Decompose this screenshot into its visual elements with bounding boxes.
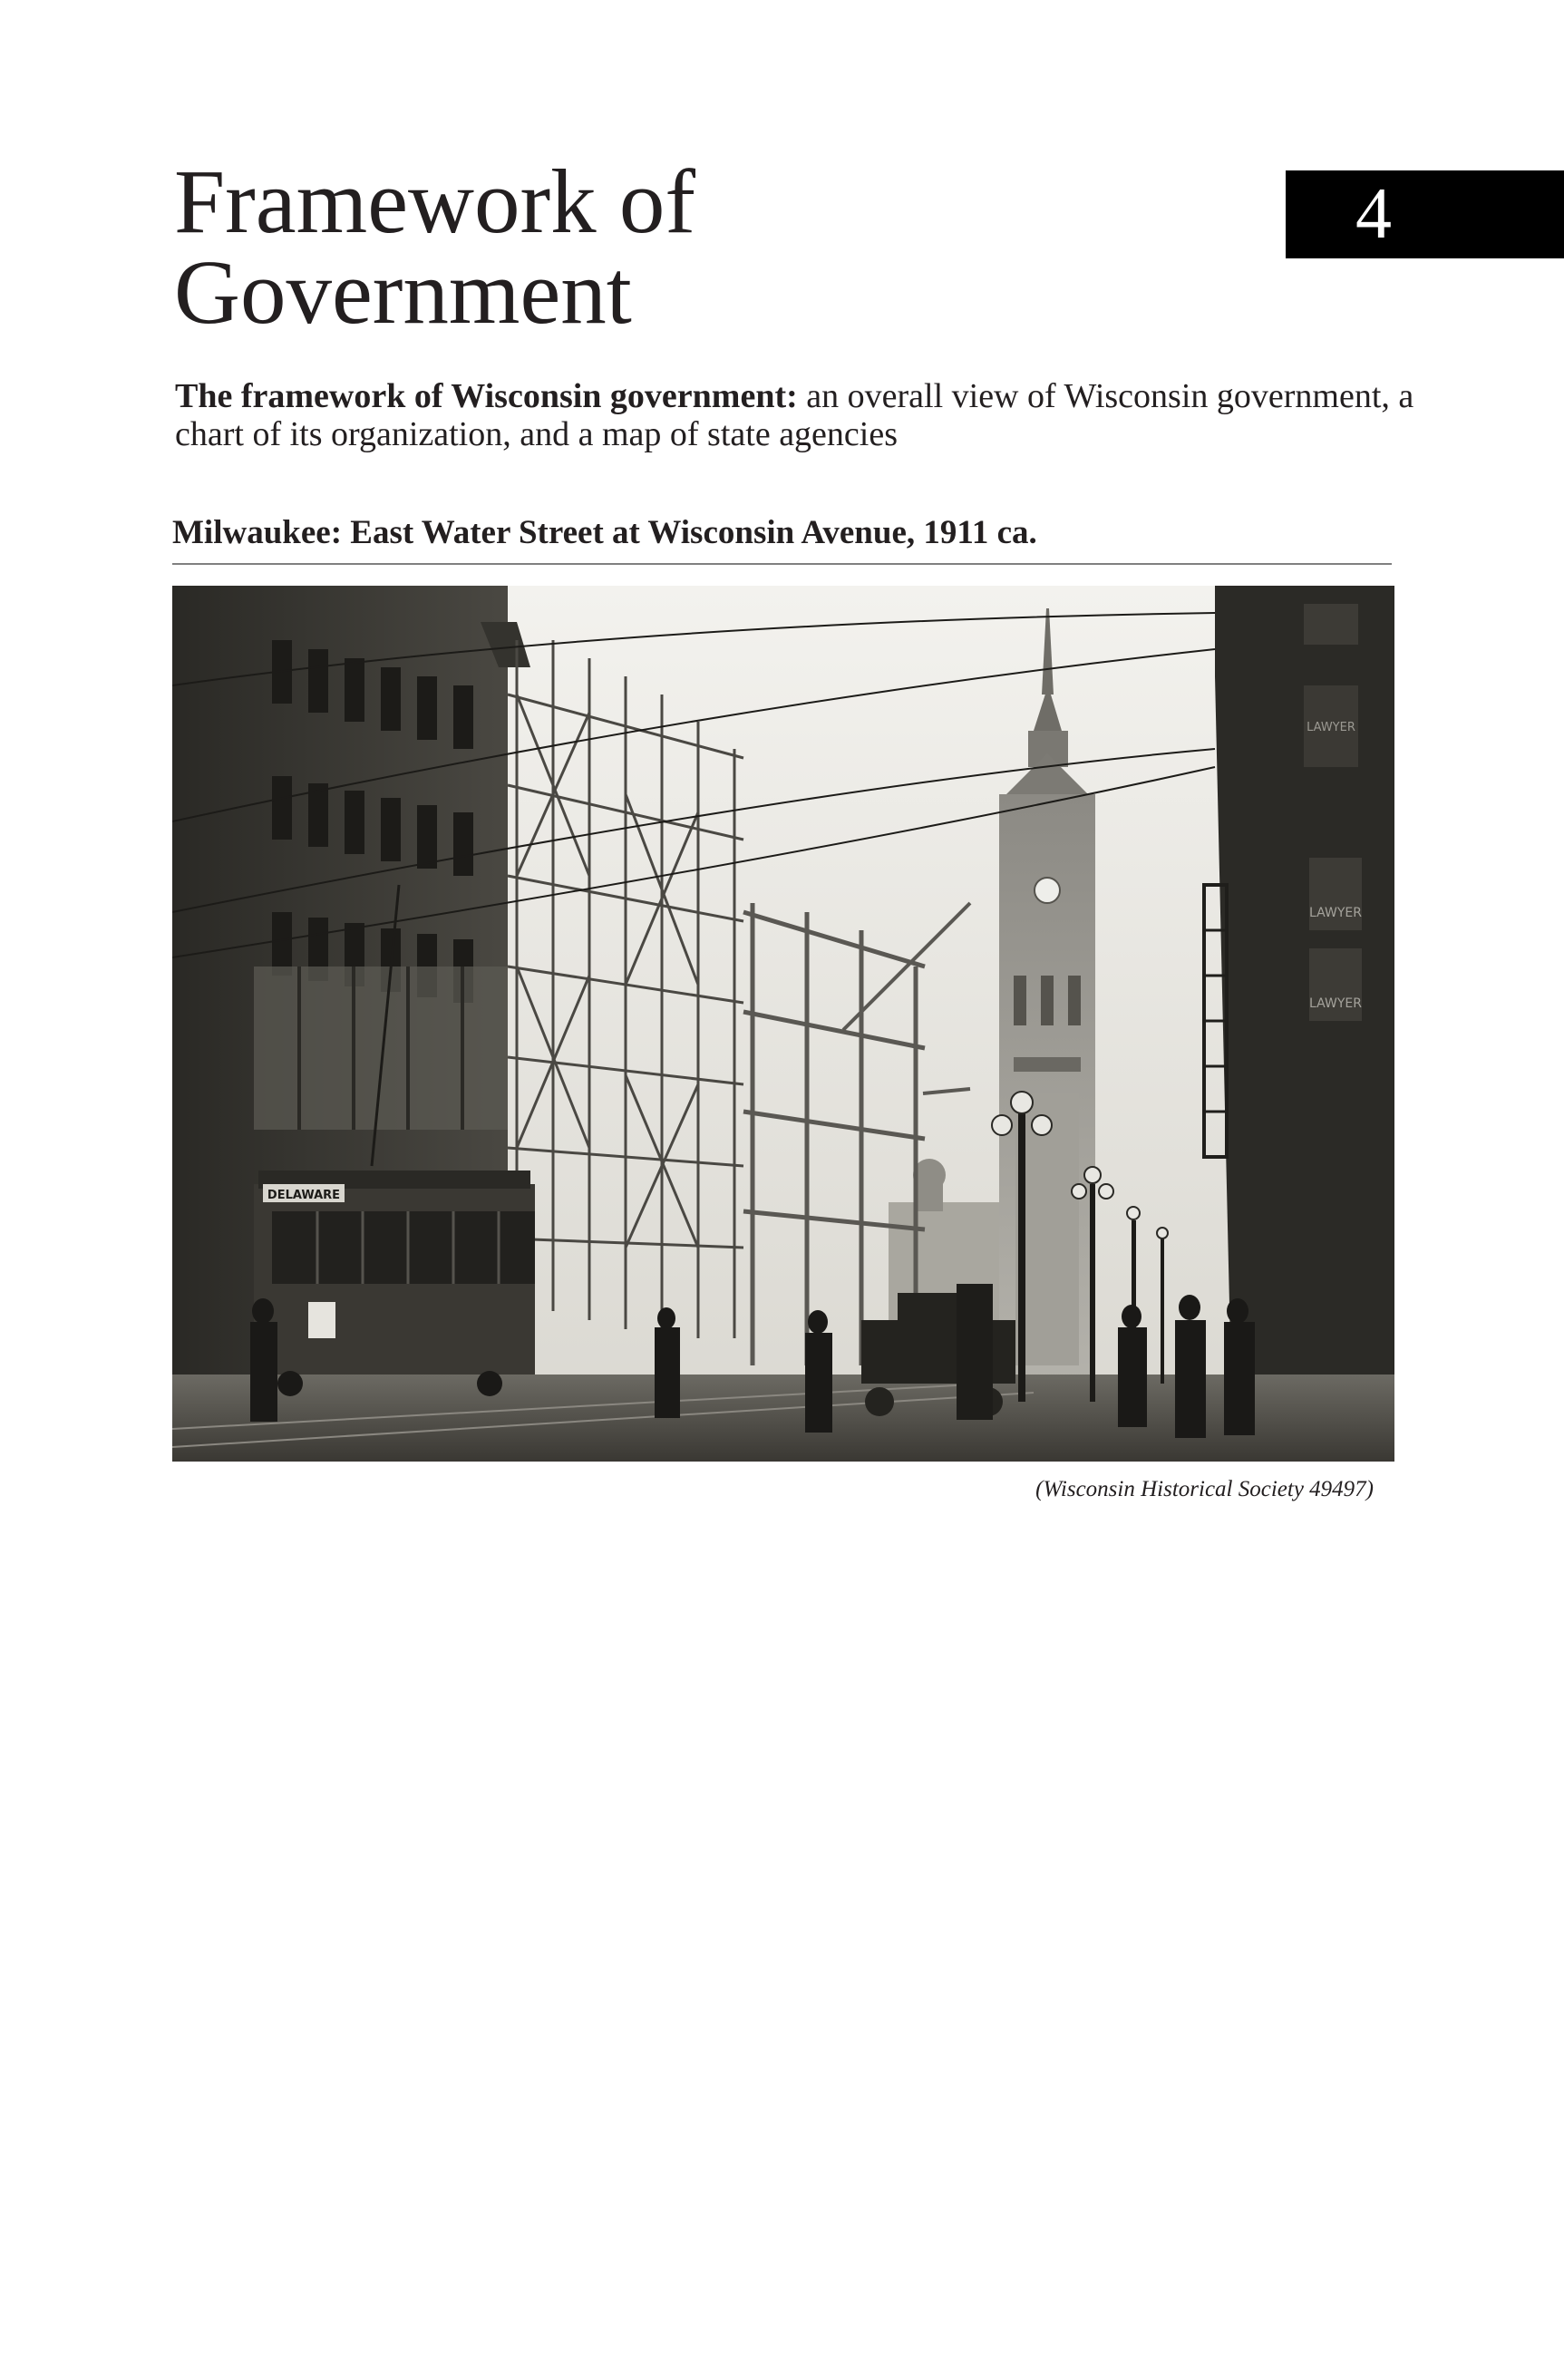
lawyer-sign-3: LAWYER [1309, 996, 1362, 1011]
lawyer-sign-2: LAWYER [1309, 906, 1362, 920]
chapter-title-line-2: Government [174, 241, 632, 343]
lawyer-sign-1: LAWYER [1307, 721, 1355, 734]
photo-credit: (Wisconsin Historical Society 49497) [1035, 1477, 1374, 1501]
chapter-intro [175, 377, 1444, 453]
historical-street-photo [172, 586, 1394, 1462]
intro-text: an overall view of Wisconsin government, a chart of its organization, and a map of state agencies [175, 377, 1414, 453]
heading-divider [172, 563, 1392, 565]
photo-heading: Milwaukee: East Water Street at Wisconsin Avenue, 1911 ca. [172, 514, 1037, 551]
intro-lead: The framework of Wisconsin government: [175, 377, 798, 415]
chapter-number-tab [1286, 170, 1564, 258]
chapter-number: 4 [1355, 174, 1392, 254]
mail-box [957, 1284, 993, 1420]
chapter-title-line-1: Framework of [174, 151, 695, 252]
chapter-title [174, 151, 990, 343]
streetcar-destination-sign: DELAWARE [267, 1189, 341, 1202]
